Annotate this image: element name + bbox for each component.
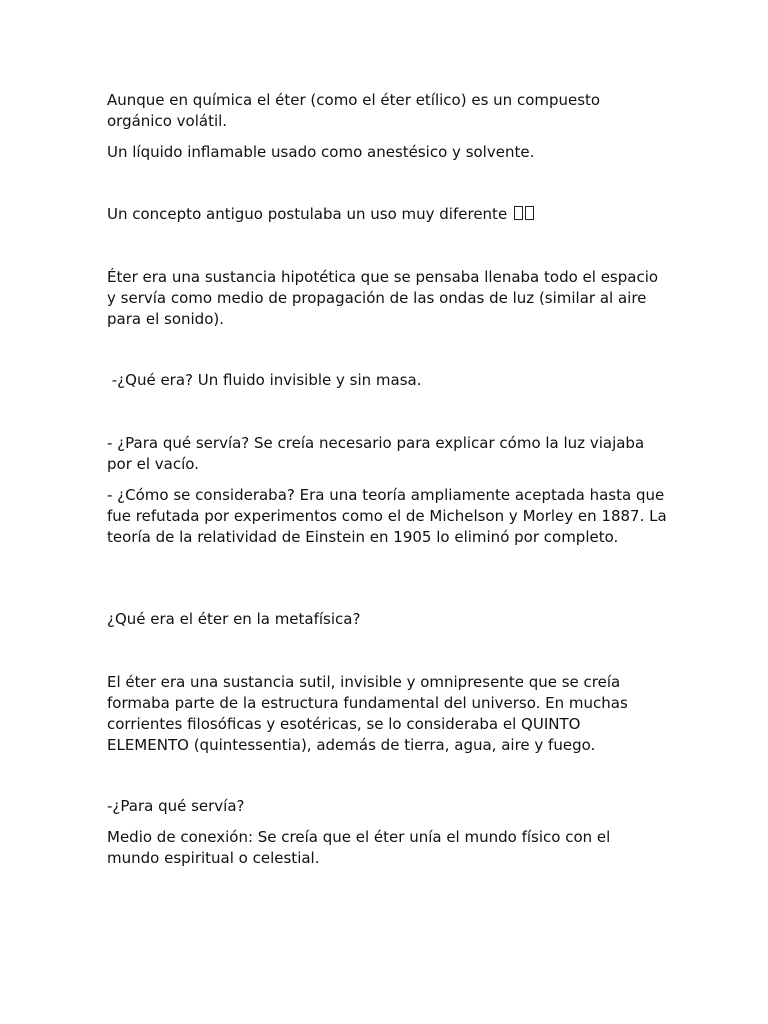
paragraph-ancient-concept-text: Un concepto antiguo postulaba un uso muy diferente	[107, 205, 508, 223]
paragraph-how-considered: - ¿Cómo se consideraba? Era una teoría ampliamente aceptada hasta que fue refutada por experimentos como el de Michelson y Morley en 1887. La teoría de la relatividad de Einstein en 1905 lo eliminó por completo.	[107, 486, 667, 546]
missing-glyph-icon	[512, 205, 534, 223]
paragraph-ether-chemistry: Aunque en química el éter (como el éter etílico) es un compuesto orgánico volátil.	[107, 91, 601, 130]
paragraph-what-for-metaphysics: -¿Para qué servía?	[107, 797, 245, 815]
paragraph-connection-medium: Medio de conexión: Se creía que el éter unía el mundo físico con el mundo espiritual o celestial.	[107, 828, 611, 867]
paragraph-ancient-concept	[107, 204, 667, 225]
paragraph-what-for: - ¿Para qué servía? Se creía necesario para explicar cómo la luz viajaba por el vacío.	[107, 434, 645, 473]
paragraph-hypothetical-substance: Éter era una sustancia hipotética que se pensaba llenaba todo el espacio y servía como medio de propagación de las ondas de luz (similar al aire para el sonido).	[107, 268, 659, 328]
paragraph-what-was-it: -¿Qué era? Un fluido invisible y sin masa.	[107, 371, 422, 389]
paragraph-subtle-substance: El éter era una sustancia sutil, invisible y omnipresente que se creía formaba parte de la estructura fundamental del universo. En muchas corrientes filosóficas y esotéricas, se lo consideraba el QUINTO ELEMENTO (quintessentia), además de tierra, agua, aire y fuego.	[107, 673, 628, 754]
paragraph-flammable-liquid: Un líquido inflamable usado como anestésico y solvente.	[107, 143, 535, 161]
heading-ether-metaphysics: ¿Qué era el éter en la metafísica?	[107, 610, 361, 628]
